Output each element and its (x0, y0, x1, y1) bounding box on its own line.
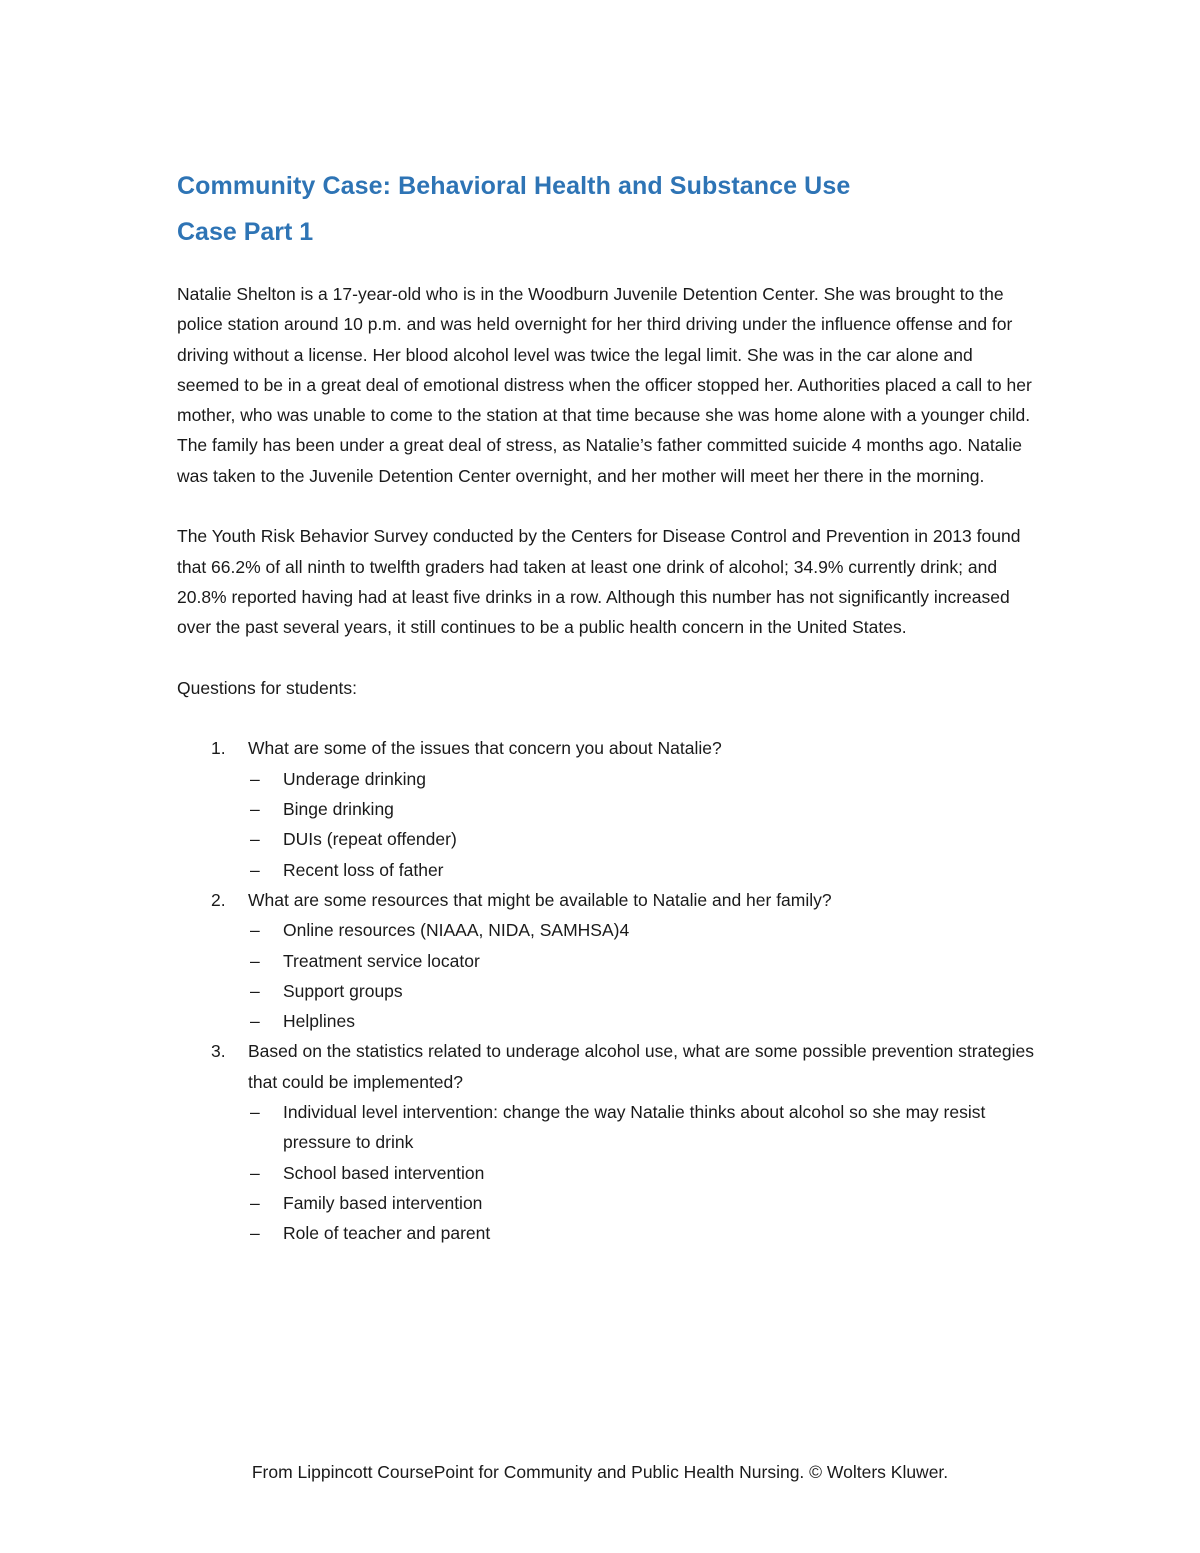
page-footer: From Lippincott CoursePoint for Community and Public Health Nursing. © Wolters Kluwer. (251, 1462, 949, 1482)
dash-bullet: – (250, 920, 260, 941)
answer-points (248, 1097, 1037, 1248)
answer-point: – School based intervention (248, 1158, 1037, 1188)
dash-bullet: – (250, 1162, 260, 1183)
dash-bullet: – (250, 980, 260, 1001)
question-item (177, 1036, 1037, 1248)
answer-point: – Helplines (248, 1006, 1037, 1036)
answer-point: – Underage drinking (248, 764, 1037, 794)
answer-point: – Individual level intervention: change the way Natalie thinks about alcohol so she may resist pressure to drink (248, 1097, 1037, 1158)
question-number: 1. (211, 738, 226, 759)
answer-point: – Treatment service locator (248, 946, 1037, 976)
question-number: 2. (211, 889, 226, 910)
dash-bullet: – (250, 799, 260, 820)
dash-bullet: – (250, 1102, 260, 1123)
case-part-heading: Case Part 1 (177, 218, 314, 246)
answer-point: – Family based intervention (248, 1188, 1037, 1218)
questions-list (177, 733, 1037, 1248)
dash-bullet: – (250, 1011, 260, 1032)
document-body (177, 279, 1037, 1249)
question-number: 3. (211, 1041, 226, 1062)
dash-bullet: – (250, 950, 260, 971)
case-paragraph: Natalie Shelton is a 17-year-old who is in the Woodburn Juvenile Detention Center. She was brought to the police station around 10 p.m. and was held overnight for her third driving under the influence offense and for driving without a license. Her blood alcohol level was twice the legal limit. She was in the car alone and seemed to be in a great deal of emotional distress when the officer stopped her. Authorities placed a call to her mother, who was unable to come to the station at that time because she was home alone with a younger child. The family has been under a great deal of stress, as Natalie’s father committed suicide 4 months ago. Natalie was taken to the Juvenile Detention Center overnight, and her mother will meet her there in the morning. (177, 284, 1032, 486)
answer-point: – Support groups (248, 976, 1037, 1006)
answer-point: – Role of teacher and parent (248, 1218, 1037, 1248)
dash-bullet: – (250, 768, 260, 789)
dash-bullet: – (250, 859, 260, 880)
answer-point: – DUIs (repeat offender) (248, 824, 1037, 854)
answer-point: – Recent loss of father (248, 855, 1037, 885)
answer-points (248, 764, 1037, 885)
question-text: What are some resources that might be available to Natalie and her family? (248, 889, 832, 910)
answer-point: – Binge drinking (248, 794, 1037, 824)
statistics-paragraph: The Youth Risk Behavior Survey conducted by the Centers for Disease Control and Prevention in 2013 found that 66.2% of all ninth to twelfth graders had taken at least one drink of alcohol; 34.9% currently drink; and 20.8% reported having had at least five drinks in a row. Although this number has not significantly increased over the past several years, it still continues to be a public health concern in the United States. (177, 526, 1021, 638)
question-text: Based on the statistics related to underage alcohol use, what are some possible prevention strategies that could be implemented? (248, 1041, 1035, 1092)
dash-bullet: – (250, 1223, 260, 1244)
question-text: What are some of the issues that concern you about Natalie? (248, 738, 722, 759)
document-title: Community Case: Behavioral Health and Substance Use (177, 172, 851, 200)
dash-bullet: – (250, 829, 260, 850)
question-item (177, 733, 1037, 884)
answer-point: – Online resources (NIAAA, NIDA, SAMHSA)4 (248, 915, 1037, 945)
answer-points (248, 915, 1037, 1036)
question-item (177, 885, 1037, 1036)
questions-heading: Questions for students: (177, 677, 357, 698)
dash-bullet: – (250, 1192, 260, 1213)
